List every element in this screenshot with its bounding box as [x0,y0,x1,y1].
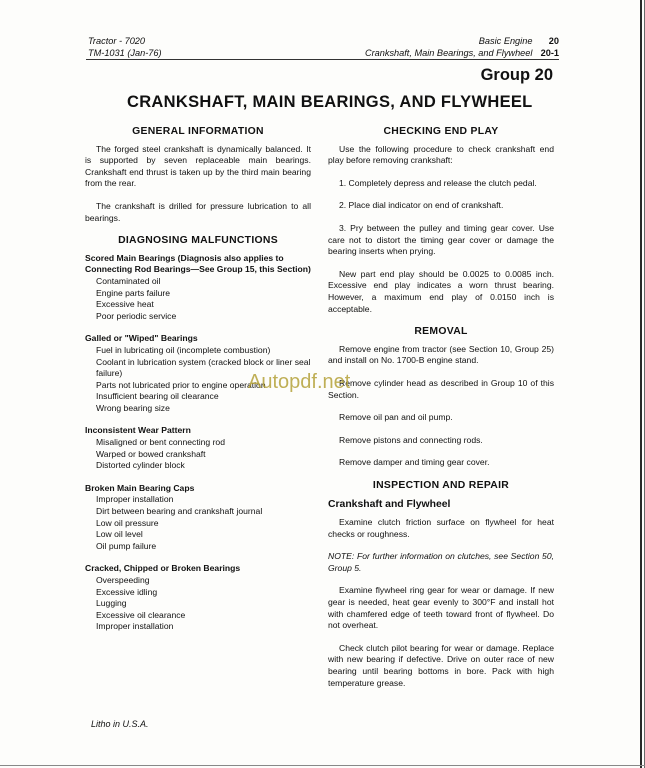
cause-list [85,437,311,472]
right-column [328,126,554,700]
diagnosing-heading: DIAGNOSING MALFUNCTIONS [118,235,278,247]
cause-item: Warped or bowed crankshaft [96,448,206,459]
cause-item: Poor periodic service [96,310,177,321]
header-group-line [365,48,559,60]
procedure-paragraph: Use the following procedure to check crankshaft end play before removing crankshaft: [328,143,554,166]
cause-item: Improper installation [96,494,174,505]
removal-step: Remove pistons and connecting rods. [339,434,483,445]
cause-item: Coolant in lubrication system (cracked block or liner seal failure) [96,356,311,379]
page-edge-right [640,0,642,768]
removal-step: Remove cylinder head as described in Group 10 of this Section. [328,377,554,400]
cause-item: Lugging [96,598,127,609]
cause-item: Insufficient bearing oil clearance [96,391,219,402]
category-title: Inconsistent Wear Pattern [85,425,191,436]
group-title: Group 20 [480,66,553,84]
general-information-heading: GENERAL INFORMATION [132,126,264,137]
cause-item: Contaminated oil [96,275,161,286]
removal-step: Remove damper and timing gear cover. [339,457,490,468]
page-edge-bottom [0,765,645,766]
category-title: Galled or "Wiped" Bearings [85,333,198,344]
cause-item: Distorted cylinder block [96,460,185,471]
header-rule [86,59,559,60]
category-title: Broken Main Bearing Caps [85,482,195,493]
inspection-step: Examine flywheel ring gear for wear or damage. If new gear is needed, heat gear evenly to 300°F and install hot with chamfered edge of teeth toward front of flywheel. Do not overheat. [328,585,554,631]
procedure-step: 3. Pry between the pulley and timing gear cover. Use care not to distort the timing gear cover or damage the bearing inserts when prying. [328,222,554,257]
removal-heading: REMOVAL [414,326,468,338]
cause-item: Excessive oil clearance [96,609,186,620]
footer-litho: Litho in U.S.A. [91,719,149,729]
header-page-number: 20-1 [540,47,559,58]
inspection-step: Examine clutch friction surface on flywheel for heat checks or roughness. [328,517,554,539]
procedure-step: 2. Place dial indicator on end of crankshaft. [339,200,504,211]
cause-item: Improper installation [96,621,174,632]
cause-item: Engine parts failure [96,287,171,298]
header-section-name: Basic Engine [478,36,533,46]
end-play-spec: New part end play should be 0.0025 to 0.0085 inch. Excessive end play indicates a worn thrust bearing. However, a maximum end play of 0.0150 inch is acceptable. [328,268,554,314]
procedure-step: 1. Completely depress and release the clutch pedal. [339,177,537,188]
malfunction-category [85,483,311,553]
crankshaft-flywheel-subheading: Crankshaft and Flywheel [328,499,451,511]
header-right [365,36,559,59]
cause-item: Dirt between bearing and crankshaft journal [96,506,263,517]
cause-item: Parts not lubricated prior to engine operation [96,379,266,390]
page-title: CRANKSHAFT, MAIN BEARINGS, AND FLYWHEEL [127,93,533,111]
inspection-heading: INSPECTION AND REPAIR [372,479,510,491]
removal-step: Remove engine from tractor (see Section 10, Group 25) and install on No. 1700-B engine stand. [328,343,554,366]
cause-item: Oil pump failure [96,540,157,551]
cause-item: Overspeeding [96,575,150,585]
cause-item: Wrong bearing size [96,402,170,413]
inspection-step: Check clutch pilot bearing for wear or damage. Replace with new bearing if defective. Drive on outer race of new bearing until bearing bottoms in bore. Pack with high temperature grease. [328,642,554,688]
malfunction-category [85,425,311,471]
header-group-name: Crankshaft, Main Bearings, and Flywheel [364,47,533,58]
category-title: Cracked, Chipped or Broken Bearings [85,563,241,574]
clutch-note: NOTE: For further information on clutches, see Section 50, Group 5. [328,551,554,573]
general-paragraph: The crankshaft is drilled for pressure lubrication to all bearings. [85,200,311,223]
removal-step: Remove oil pan and oil pump. [339,412,453,423]
general-paragraph: The forged steel crankshaft is dynamically balanced. It is supported by seven replaceable main bearings. Crankshaft end thrust is taken up by the third main bearing from the rear. [85,143,311,189]
watermark-text: Autopdf.net [248,371,351,393]
header-section-line [365,36,559,48]
cause-item: Misaligned or bent connecting rod [96,437,225,448]
cause-list [85,276,311,322]
cause-list [85,494,311,552]
header-section-number: 20 [548,36,559,46]
cause-item: Fuel in lubricating oil (incomplete combustion) [96,344,271,355]
header-left [88,36,162,59]
cause-item: Excessive heat [96,299,154,310]
category-title: Scored Main Bearings (Diagnosis also applies to Connecting Rod Bearings—See Group 15, this Section) [85,252,311,275]
header-manual-number: TM-1031 (Jan-76) [88,47,162,58]
cause-item: Low oil pressure [96,517,159,528]
malfunction-category [85,563,311,633]
malfunction-category [85,253,311,323]
checking-end-play-heading: CHECKING END PLAY [383,126,499,137]
cause-item: Low oil level [96,529,143,540]
cause-list [85,575,311,633]
header-model: Tractor - 7020 [88,36,146,46]
cause-item: Excessive idling [96,586,158,597]
